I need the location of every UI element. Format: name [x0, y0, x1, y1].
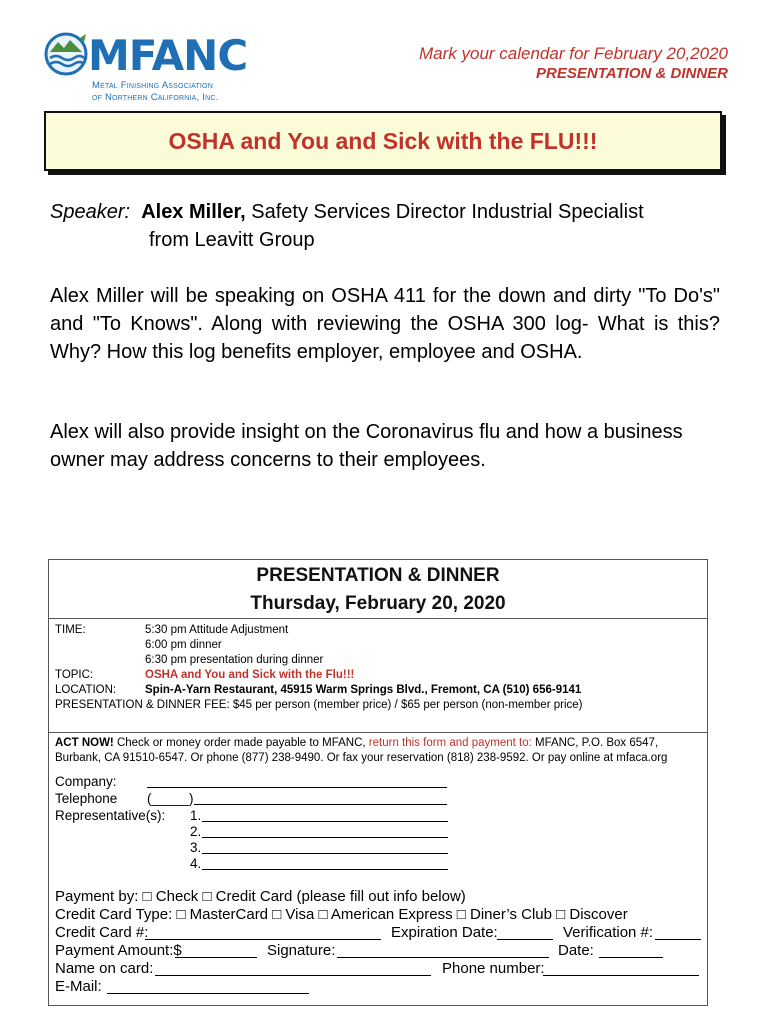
- time-item: 5:30 pm Attitude Adjustment: [145, 624, 289, 636]
- speaker-block: [50, 198, 730, 254]
- divider: [49, 732, 707, 733]
- telephone-area-code[interactable]: (_____): [147, 791, 194, 806]
- speaker-label: Speaker:: [50, 201, 131, 223]
- time-item: 6:00 pm dinner: [145, 639, 222, 651]
- company-label: Company:: [55, 774, 117, 789]
- name-on-card-label: Name on card:: [55, 960, 154, 977]
- location-label: LOCATION:: [55, 684, 117, 696]
- form-heading: PRESENTATION & DINNER: [256, 565, 500, 586]
- amount-field[interactable]: [175, 957, 257, 958]
- contact-line: Burbank, CA 91510-6547. Or phone (877) 238-9490. Or fax your reservation (818) 238-9592. Or pay online at mfaca.org: [55, 752, 668, 764]
- email-field[interactable]: [107, 993, 309, 994]
- calendar-note: Mark your calendar for February 20,2020: [419, 44, 728, 63]
- expiration-label: Expiration Date:: [391, 924, 498, 941]
- description-paragraph-1: Alex Miller will be speaking on OSHA 411 for the down and dirty "To Do's" and "To Knows". Along with reviewing the OSHA 300 log- What is this? Why? How this log benefits employer, employee and OSHA.: [50, 285, 720, 363]
- event-type: PRESENTATION & DINNER: [536, 65, 728, 82]
- card-type[interactable]: Credit Card Type: □ MasterCard □ Visa □ American Express □ Diner’s Club □ Discover: [55, 906, 628, 923]
- registration-form: [48, 559, 708, 1006]
- representative-field[interactable]: [202, 869, 448, 870]
- representative-field[interactable]: [202, 853, 448, 854]
- payment-method[interactable]: Payment by: □ Check □ Credit Card (please fill out info below): [55, 888, 466, 905]
- act-now: ACT NOW!: [55, 737, 114, 749]
- act-now-line: ACT NOW! Check or money order made payable to MFANC, return this form and payment to: MFANC, P.O. Box 6547,: [55, 737, 659, 749]
- speaker-company: from Leavitt Group: [149, 229, 315, 251]
- divider: [49, 618, 707, 619]
- fee-text: PRESENTATION & DINNER FEE: $45 per person (member price) / $65 per person (non-member price): [55, 699, 583, 711]
- speaker-name: Alex Miller,: [141, 201, 246, 223]
- name-on-card-field[interactable]: [155, 975, 431, 976]
- time-label: TIME:: [55, 624, 86, 636]
- expiration-field[interactable]: [497, 939, 553, 940]
- speaker-role: Safety Services Director Industrial Specialist: [251, 201, 644, 223]
- page-title: OSHA and You and Sick with the FLU!!!: [168, 127, 598, 154]
- rep-number: 3.: [190, 840, 202, 855]
- phone-number-label: Phone number:: [442, 960, 545, 977]
- representatives-label: Representative(s):: [55, 808, 166, 823]
- mfanc-logo: [44, 30, 248, 106]
- representative-field[interactable]: [202, 837, 448, 838]
- return-instruction: return this form and payment to:: [368, 737, 532, 749]
- representative-field[interactable]: [202, 821, 448, 822]
- card-number-field[interactable]: [145, 939, 381, 940]
- logo-wordmark: MFANC: [88, 31, 248, 80]
- rep-number: 1.: [190, 808, 202, 823]
- date-field[interactable]: [599, 957, 663, 958]
- verification-label: Verification #:: [563, 924, 654, 941]
- phone-number-field[interactable]: [543, 975, 699, 976]
- card-number-label: Credit Card #:: [55, 924, 149, 941]
- water-globe-icon: [44, 30, 88, 78]
- topic-label: TOPIC:: [55, 669, 94, 681]
- rep-number: 4.: [190, 856, 202, 871]
- topic-value: OSHA and You and Sick with the Flu!!!: [145, 669, 355, 681]
- telephone-label: Telephone: [55, 791, 118, 806]
- time-item: 6:30 pm presentation during dinner: [145, 654, 324, 666]
- company-field[interactable]: [147, 787, 447, 788]
- amount-label: Payment Amount:$: [55, 942, 182, 959]
- signature-label: Signature:: [267, 942, 336, 959]
- mailing-address: MFANC, P.O. Box 6547,: [531, 737, 659, 749]
- form-date: Thursday, February 20, 2020: [250, 593, 506, 614]
- logo-subtitle-1: Metal Finishing Association: [92, 80, 213, 91]
- title-banner: [44, 111, 722, 171]
- description-paragraph-2: Alex will also provide insight on the Coronavirus flu and how a business owner may address concerns to their employees.: [50, 421, 683, 471]
- verification-field[interactable]: [655, 939, 701, 940]
- email-label: E-Mail:: [55, 978, 102, 995]
- rep-number: 2.: [190, 824, 202, 839]
- telephone-field[interactable]: [194, 804, 447, 805]
- logo-subtitle-2: of Northern California, Inc.: [92, 92, 219, 103]
- date-label: Date:: [558, 942, 594, 959]
- signature-field[interactable]: [337, 957, 549, 958]
- location-value: Spin-A-Yarn Restaurant, 45915 Warm Springs Blvd., Fremont, CA (510) 656-9141: [145, 684, 582, 696]
